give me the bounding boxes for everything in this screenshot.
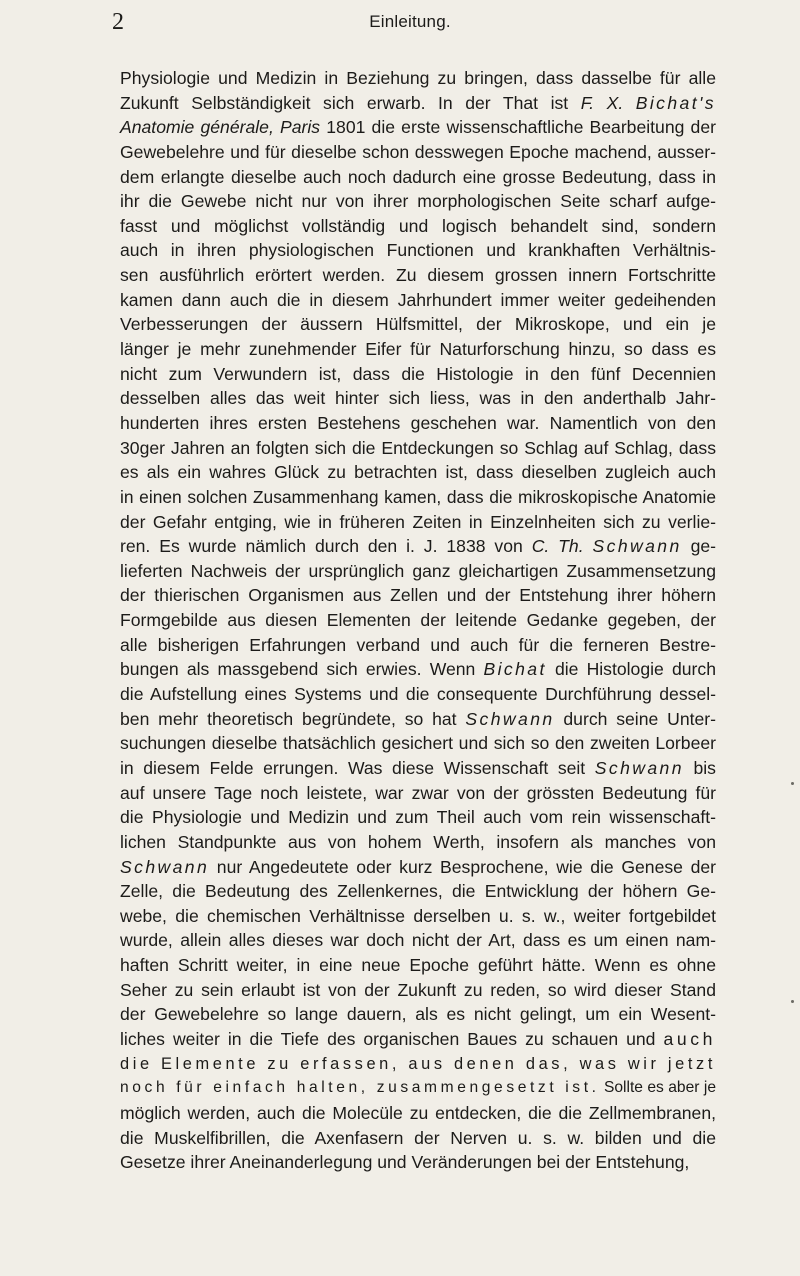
text-line: [120, 731, 716, 756]
page-number: 2: [112, 9, 124, 35]
spaced-name: Schwann: [120, 856, 210, 877]
text-run: der Gefahr entging, wie in früheren Zeiten in Einzelnheiten sich zu verlie-: [120, 511, 716, 532]
text-line: [120, 411, 716, 436]
text-line: [120, 559, 716, 584]
text-run: Formgebilde aus diesen Elementen der leitende Gedanke gegeben, der: [120, 610, 716, 631]
text-line: [120, 1002, 716, 1027]
text-run: die Aufstellung eines Systems und die consequente Durchführung dessel-: [120, 684, 716, 705]
text-run: Physiologie und Medizin in Beziehung zu bringen, dass dasselbe für alle: [120, 68, 716, 88]
text-run: dem erlangte dieselbe auch noch dadurch eine grosse Bedeutung, dass in: [120, 166, 716, 187]
text-line: [120, 362, 716, 387]
margin-speck: [791, 782, 794, 785]
text-run: Gewebelehre und für dieselbe schon desswegen Epoche machend, ausser-: [120, 141, 716, 162]
text-line: [120, 830, 716, 855]
text-run: bungen als massgebend sich erwies. Wenn: [120, 659, 484, 680]
text-run: auf unsere Tage noch leistete, war zwar von der grössten Bedeutung für: [120, 782, 716, 803]
text-run: lichen Standpunkte aus von hohem Werth, insofern als manches von: [120, 831, 716, 852]
text-run: desselben alles das weit hinter sich liess, was in den anderthalb Jahr-: [120, 388, 716, 409]
text-line: [120, 140, 716, 165]
text-run: hunderten ihres ersten Bestehens geschehen war. Namentlich von den: [120, 412, 716, 433]
text-line: [120, 312, 716, 337]
text-line: [120, 460, 716, 485]
text-line: [120, 1126, 716, 1151]
text-run: fasst und möglichst vollständig und logisch behandelt sind, sondern: [120, 215, 716, 236]
text-run: 1801 die erste wissenschaftliche Bearbeitung der: [326, 117, 716, 138]
text-run: bis: [683, 757, 716, 778]
text-line: [120, 1052, 716, 1077]
text-run: es als ein wahres Glück zu betrachten ist, dass dieselben zugleich auch: [120, 462, 716, 483]
text-line: [120, 436, 716, 461]
text-line: [120, 165, 716, 190]
text-run: Zelle, die Bedeutung des Zellenkernes, die Entwicklung der höhern Ge-: [120, 881, 716, 902]
text-run: in diesem Felde errungen. Was diese Wissenschaft seit: [120, 757, 595, 778]
text-run: 30ger Jahren an folgten sich die Entdeckungen so Schlag auf Schlag, dass: [120, 437, 716, 458]
text-line: [120, 928, 716, 953]
text-line: [120, 534, 716, 559]
text-line: [120, 756, 716, 781]
spaced-name: Bichat: [483, 659, 547, 680]
text-run: ge-: [681, 536, 717, 557]
text-run: Seher zu sein erlaubt ist von der Zukunft zu reden, so wird dieser Stand: [120, 979, 716, 1000]
text-run: ihr die Gewebe nicht nur von ihrer morphologischen Seite scharf aufge-: [120, 191, 716, 212]
running-title: Einleitung.: [369, 12, 451, 31]
text-line: [120, 707, 716, 732]
text-line: [120, 214, 716, 239]
text-run: in einen solchen Zusammenhang kamen, dass die mikroskopische Anatomie: [120, 486, 716, 507]
text-run: webe, die chemischen Verhältnisse derselben u. s. w., weiter fortgebildet: [120, 905, 716, 926]
text-run: der Gewebelehre so lange dauern, als es nicht gelingt, um ein Wesent-: [120, 1004, 716, 1025]
text-run: die Muskelfibrillen, die Axenfasern der Nerven u. s. w. bilden und die: [120, 1127, 716, 1148]
text-run: Sollte es aber je: [599, 1079, 716, 1097]
spaced-name: Schwann: [465, 708, 555, 729]
text-run: nicht zum Verwundern ist, dass die Histologie in den fünf Decennien: [120, 363, 716, 384]
text-line: [120, 288, 716, 313]
text-line: [120, 1076, 716, 1101]
text-run: durch seine Unter-: [554, 708, 716, 729]
text-run: die Histologie durch: [546, 659, 716, 680]
text-line: [120, 657, 716, 682]
text-run: Gesetze ihrer Aneinanderlegung und Veränderungen bei der Entstehung,: [120, 1152, 690, 1173]
text-run: kamen dann auch die in diesem Jahrhundert immer weiter gedeihenden: [120, 289, 716, 310]
text-line: [120, 805, 716, 830]
text-line: [120, 263, 716, 288]
text-line: [120, 1150, 716, 1175]
text-run: ren. Es wurde nämlich durch den i. J. 1838 von: [120, 536, 532, 557]
text-line: [120, 66, 716, 91]
running-head: [112, 8, 708, 38]
text-line: [120, 1027, 716, 1052]
text-run: auch in ihren physiologischen Functionen und krankhaften Verhältnis-: [120, 240, 716, 261]
text-line: [120, 855, 716, 880]
text-run: der thierischen Organismen aus Zellen und der Entstehung ihrer höhern: [120, 585, 716, 606]
text-run: liches weiter in die Tiefe des organischen Baues zu schauen und: [120, 1028, 664, 1049]
text-run: länger je mehr zunehmender Eifer für Naturforschung hinzu, so dass es: [120, 339, 716, 360]
text-line: [120, 781, 716, 806]
text-line: [120, 583, 716, 608]
text-line: [120, 386, 716, 411]
italic-run: Anatomie générale, Paris: [120, 117, 327, 138]
emphasis-spaced: noch für einfach halten, zusammengesetzt ist.: [120, 1079, 600, 1097]
text-line: [120, 879, 716, 904]
text-run: nur Angedeutete oder kurz Besprochene, wie die Genese der: [209, 856, 716, 877]
text-line: [120, 337, 716, 362]
text-run: haften Schritt weiter, in eine neue Epoche geführt hätte. Wenn es ohne: [120, 955, 716, 976]
text-line: [120, 904, 716, 929]
spaced-name: Bichat's: [635, 92, 716, 113]
body-paragraph: [120, 66, 716, 1175]
text-line: [120, 682, 716, 707]
emphasis-spaced: auch: [663, 1028, 716, 1049]
text-line: [120, 608, 716, 633]
text-run: sen ausführlich erörtert werden. Zu diesem grossen innern Fortschritte: [120, 265, 716, 286]
margin-speck: [791, 1000, 794, 1003]
text-run: lieferten Nachweis der ursprünglich ganz gleichartigen Zusammensetzung: [120, 560, 716, 581]
text-line: [120, 91, 716, 116]
text-run: möglich werden, auch die Molecüle zu entdecken, die die Zellmembranen,: [120, 1102, 716, 1123]
text-line: [120, 1101, 716, 1126]
text-run: ben mehr theoretisch begründete, so hat: [120, 708, 466, 729]
italic-run: C. Th.: [531, 536, 593, 557]
text-run: die Physiologie und Medizin und zum Theil auch vom rein wissenschaft-: [120, 807, 716, 828]
text-line: [120, 238, 716, 263]
text-line: [120, 953, 716, 978]
text-line: [120, 510, 716, 535]
text-run: Verbesserungen der äussern Hülfsmittel, der Mikroskope, und ein je: [120, 314, 716, 335]
text-run: alle bisherigen Erfahrungen verband und auch für die ferneren Bestre-: [120, 634, 716, 655]
text-run: suchungen dieselbe thatsächlich gesichert und sich so den zweiten Lorbeer: [120, 733, 716, 754]
emphasis-spaced: die Elemente zu erfassen, aus denen das, was wir jetzt: [120, 1054, 716, 1073]
text-line: [120, 189, 716, 214]
text-run: Zukunft Selbständigkeit sich erwarb. In der That ist: [120, 92, 581, 113]
text-line: [120, 633, 716, 658]
text-line: [120, 978, 716, 1003]
text-line: [120, 485, 716, 510]
italic-run: F. X.: [580, 92, 636, 113]
spaced-name: Schwann: [594, 757, 684, 778]
text-line: [120, 115, 716, 140]
text-run: wurde, allein alles dieses war doch nicht der Art, dass es um einen nam-: [120, 930, 716, 951]
spaced-name: Schwann: [592, 536, 682, 557]
